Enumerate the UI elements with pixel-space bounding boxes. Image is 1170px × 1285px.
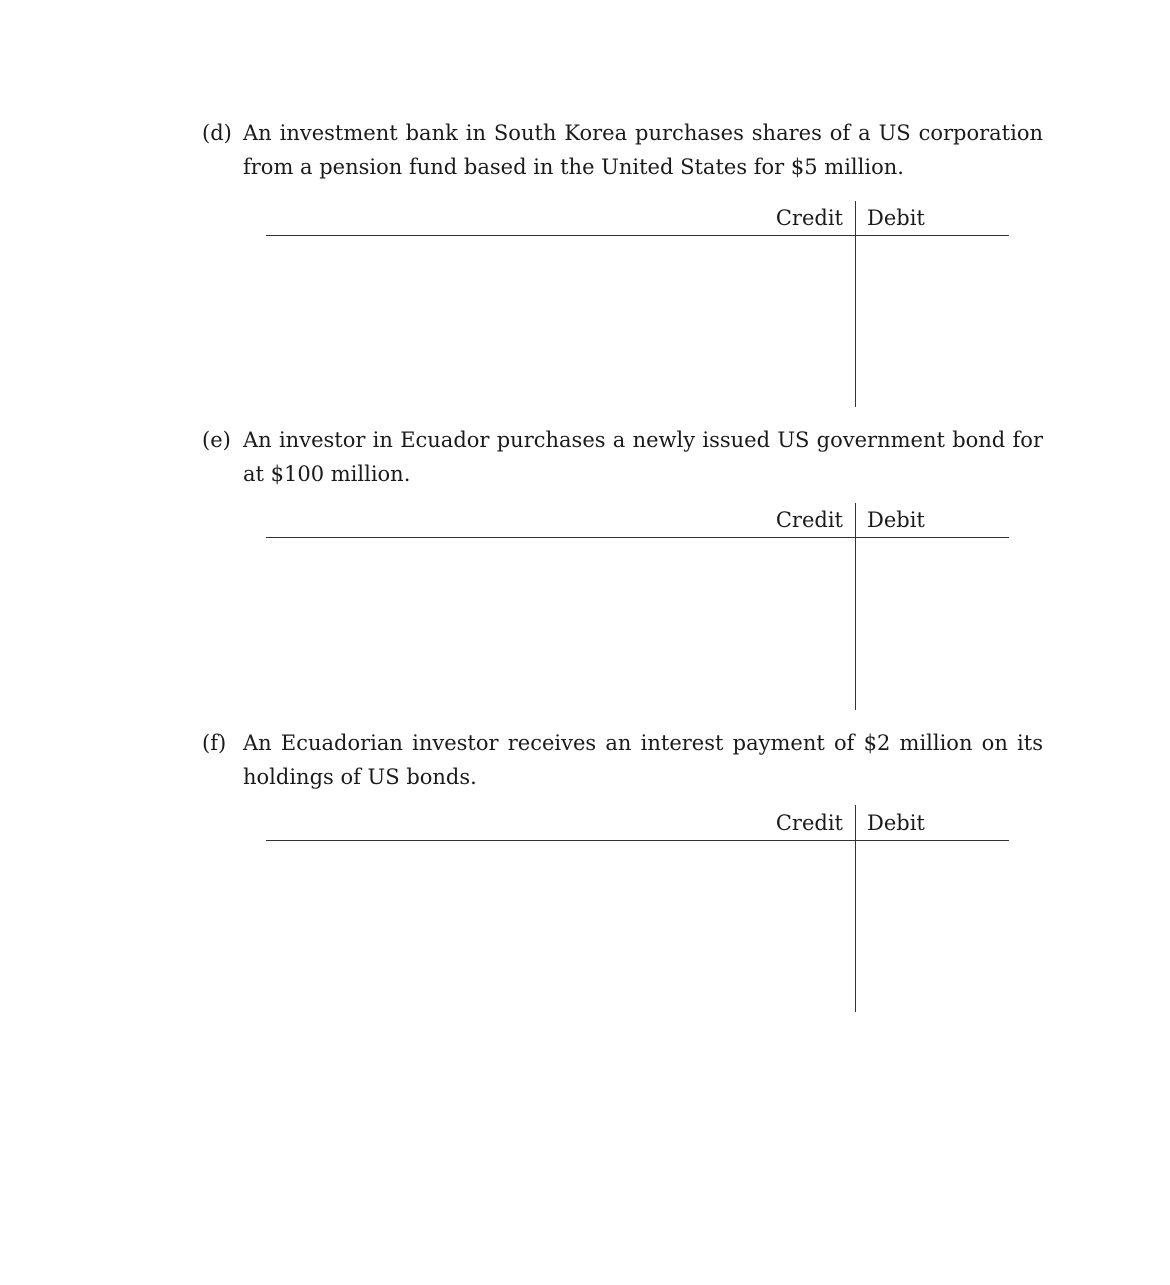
t-account-entry-area[interactable] (266, 237, 1009, 407)
t-account-horizontal-rule (266, 840, 1009, 841)
t-account-f (266, 805, 1009, 1012)
debit-column-header: Debit (867, 206, 925, 230)
t-account-entry-area[interactable] (266, 842, 1009, 1012)
problem-text: An investment bank in South Korea purchases shares of a US corporation from a pension fund based in the United States for $5 million. (243, 121, 1043, 179)
t-account-horizontal-rule (266, 235, 1009, 236)
problem-text: An investor in Ecuador purchases a newly issued US government bond for at $100 million. (243, 428, 1043, 486)
t-account-horizontal-rule (266, 537, 1009, 538)
problem-label: (f) (202, 731, 227, 755)
debit-column-header: Debit (867, 508, 925, 532)
credit-column-header: Credit (775, 206, 843, 230)
problem-label: (e) (202, 428, 231, 452)
t-account-d (266, 201, 1009, 407)
credit-column-header: Credit (775, 508, 843, 532)
problem-label: (d) (202, 121, 232, 145)
problem-text: An Ecuadorian investor receives an interest payment of $2 million on its holdings of US bonds. (243, 731, 1043, 789)
debit-column-header: Debit (867, 811, 925, 835)
t-account-e (266, 503, 1009, 710)
credit-column-header: Credit (775, 811, 843, 835)
t-account-entry-area[interactable] (266, 539, 1009, 710)
